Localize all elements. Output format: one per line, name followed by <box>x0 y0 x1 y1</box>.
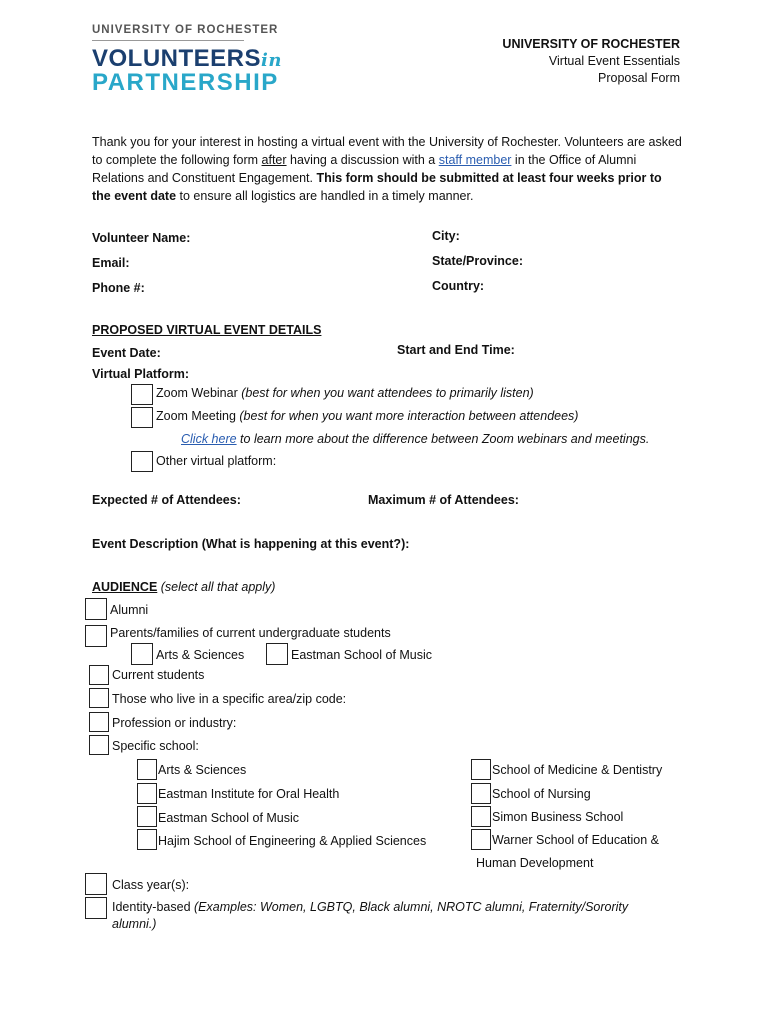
expected-attendees-label: Expected # of Attendees: <box>92 493 241 507</box>
intro-text-1: Thank you for your interest in hosting a virtual event with the University of Rochester. Volunteers are asked to complete the following form <box>92 135 682 167</box>
specific-school-label: Specific school: <box>112 739 199 753</box>
parents-arts-label: Arts & Sciences <box>156 648 245 662</box>
zoom-webinar-note: (best for when you want attendees to primarily listen) <box>241 386 534 400</box>
school-hajim-checkbox[interactable] <box>137 829 157 850</box>
profession-checkbox[interactable] <box>89 712 109 732</box>
class-years-label: Class year(s): <box>112 878 190 892</box>
identity-note: (Examples: Women, LGBTQ, Black alumni, NROTC alumni, Fraternity/Sorority <box>194 900 629 914</box>
zoom-webinar-option <box>156 386 534 401</box>
school-nursing-checkbox[interactable] <box>471 783 491 804</box>
school-arts-label: Arts & Sciences <box>158 763 247 777</box>
click-here-link[interactable]: Click here <box>181 432 237 446</box>
identity-label <box>112 900 628 915</box>
zoom-webinar-label: Zoom Webinar <box>156 386 242 400</box>
event-description-label: Event Description (What is happening at this event?): <box>92 537 410 551</box>
intro-paragraph <box>92 133 682 205</box>
zoom-meeting-option <box>156 409 578 424</box>
maximum-attendees-label: Maximum # of Attendees: <box>368 493 519 507</box>
logo-divider <box>92 40 244 41</box>
intro-text-3: in the Office of Alumni Relations and Constituent Engagement. <box>92 153 637 185</box>
current-students-checkbox[interactable] <box>89 665 109 685</box>
volunteer-name-label: Volunteer Name: <box>92 231 191 245</box>
zoom-meeting-checkbox[interactable] <box>131 407 153 428</box>
zoom-webinar-checkbox[interactable] <box>131 384 153 405</box>
virtual-platform-label: Virtual Platform: <box>92 367 190 381</box>
logo-volunteers-text: VOLUNTEERS <box>92 45 262 72</box>
intro-after: after <box>261 153 287 167</box>
school-eastman-checkbox[interactable] <box>137 806 157 827</box>
city-label: City: <box>432 229 460 243</box>
zoom-meeting-note: (best for when you want more interaction between attendees) <box>239 409 579 423</box>
event-date-label: Event Date: <box>92 346 161 360</box>
school-simon-checkbox[interactable] <box>471 806 491 827</box>
parents-checkbox[interactable] <box>85 625 107 647</box>
audience-title: AUDIENCE <box>92 580 158 594</box>
current-students-label: Current students <box>112 668 205 682</box>
identity-label-text: Identity-based <box>112 900 194 914</box>
profession-label: Profession or industry: <box>112 716 237 730</box>
school-medicine-checkbox[interactable] <box>471 759 491 780</box>
school-eioh-label: Eastman Institute for Oral Health <box>158 787 340 801</box>
header-university: UNIVERSITY OF ROCHESTER <box>502 37 680 51</box>
school-simon-label: Simon Business School <box>492 810 624 824</box>
class-years-checkbox[interactable] <box>85 873 107 895</box>
area-label: Those who live in a specific area/zip code: <box>112 692 347 706</box>
audience-heading <box>92 580 275 595</box>
school-nursing-label: School of Nursing <box>492 787 591 801</box>
specific-school-checkbox[interactable] <box>89 735 109 755</box>
identity-checkbox[interactable] <box>85 897 107 919</box>
school-eastman-label: Eastman School of Music <box>158 811 300 825</box>
logo-in: in <box>261 50 282 71</box>
school-warner-checkbox[interactable] <box>471 829 491 850</box>
school-eioh-checkbox[interactable] <box>137 783 157 804</box>
intro-text-4: to ensure all logistics are handled in a timely manner. <box>176 189 474 203</box>
zoom-meeting-label: Zoom Meeting <box>156 409 240 423</box>
intro-deadline: This form should be submitted at least four weeks prior to the event date <box>92 171 662 203</box>
country-label: Country: <box>432 279 485 293</box>
start-end-time-label: Start and End Time: <box>397 343 515 357</box>
other-platform-checkbox[interactable] <box>131 451 153 472</box>
school-warner-label: Warner School of Education & <box>492 833 659 847</box>
school-arts-checkbox[interactable] <box>137 759 157 780</box>
alumni-checkbox[interactable] <box>85 598 107 620</box>
school-medicine-label: School of Medicine & Dentistry <box>492 763 663 777</box>
logo-university: UNIVERSITY OF ROCHESTER <box>92 24 279 36</box>
staff-member-link[interactable]: staff member <box>438 153 512 167</box>
audience-title-note: (select all that apply) <box>157 580 276 594</box>
parents-eastman-checkbox[interactable] <box>266 643 288 665</box>
parents-label: Parents/families of current undergraduate students <box>110 626 391 640</box>
parents-arts-checkbox[interactable] <box>131 643 153 665</box>
state-label: State/Province: <box>432 254 524 268</box>
zoom-info-text: to learn more about the difference between Zoom webinars and meetings. <box>236 432 650 446</box>
identity-note-cont: alumni.) <box>112 917 157 931</box>
alumni-label: Alumni <box>110 603 149 617</box>
area-checkbox[interactable] <box>89 688 109 708</box>
header-title: Virtual Event Essentials <box>548 54 680 68</box>
intro-text-2: having a discussion with a <box>286 153 439 167</box>
email-label: Email: <box>92 256 130 270</box>
parents-eastman-label: Eastman School of Music <box>291 648 433 662</box>
logo-partnership: PARTNERSHIP <box>92 69 279 96</box>
school-hajim-label: Hajim School of Engineering & Applied Sciences <box>158 834 427 848</box>
zoom-info-line <box>181 432 649 447</box>
event-details-title: PROPOSED VIRTUAL EVENT DETAILS <box>92 323 322 337</box>
school-warner-label-cont: Human Development <box>476 856 594 870</box>
phone-label: Phone #: <box>92 281 145 295</box>
other-platform-label: Other virtual platform: <box>156 454 277 468</box>
header-subtitle: Proposal Form <box>598 71 680 85</box>
